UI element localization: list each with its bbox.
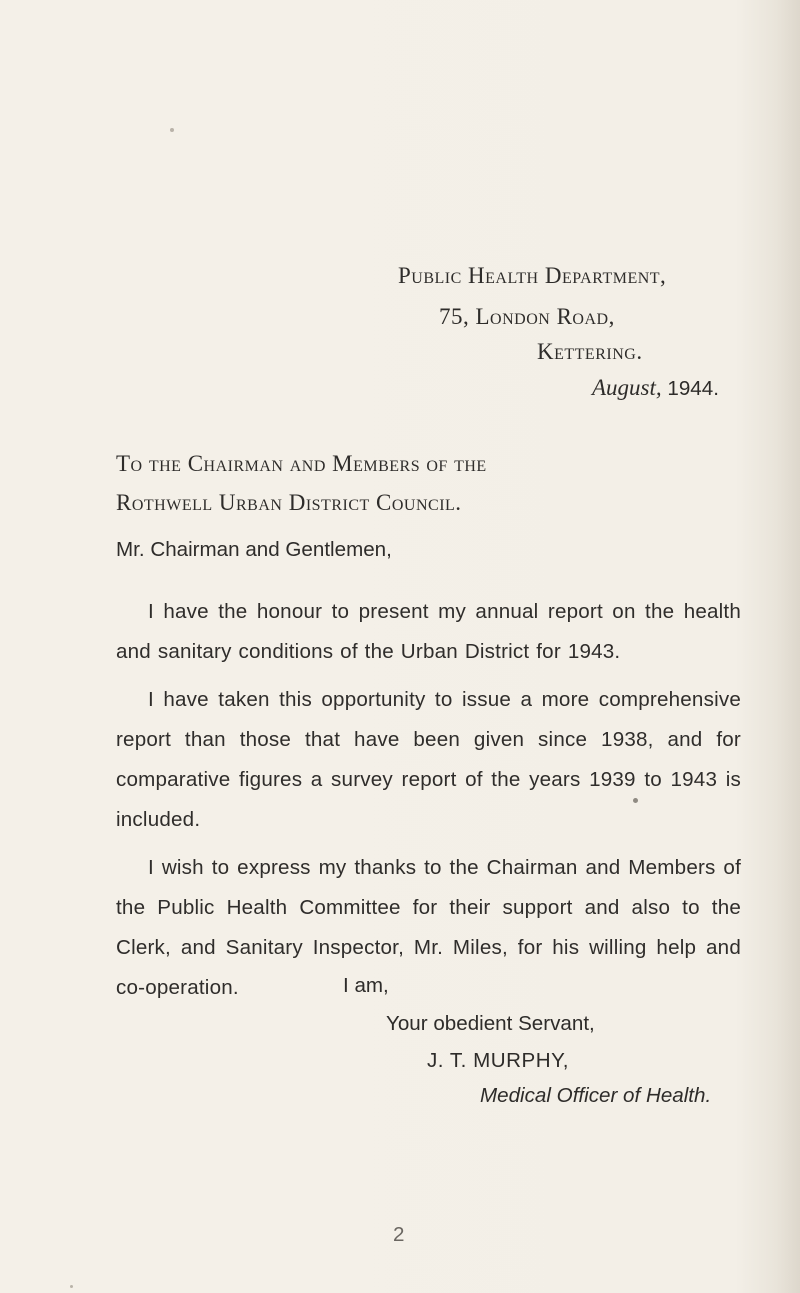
- paper-fleck: [633, 798, 638, 803]
- paragraph-2: I have taken this opportunity to issue a more comprehensive report than those that have been given since 1938, and for comparative figures a survey report of the years 1939 to 1943 is included.: [116, 688, 741, 831]
- paper-fleck: [170, 128, 174, 132]
- paragraph-3: I wish to express my thanks to the Chairman and Members of the Public Health Committee for their support and also to the Clerk, and Sanitary Inspector, Mr. Miles, for his willing help and co-operation.: [116, 856, 741, 999]
- department-name: Public Health Department,: [398, 263, 667, 288]
- closing-i-am: I am,: [343, 974, 389, 997]
- paragraph-1: I have the honour to present my annual report on the health and sanitary conditions of the Urban District for 1943.: [116, 600, 741, 663]
- page-number: 2: [393, 1223, 405, 1246]
- date-year: 1944.: [667, 377, 719, 400]
- closing-servant: Your obedient Servant,: [386, 1012, 595, 1035]
- salutation: Mr. Chairman and Gentlemen,: [116, 538, 392, 561]
- paper-fleck: [70, 1285, 73, 1288]
- addressee-line-2: Rothwell Urban District Council.: [116, 490, 462, 515]
- signature-name: J. T. MURPHY,: [427, 1049, 569, 1072]
- signature-title: Medical Officer of Health.: [480, 1084, 712, 1107]
- street-address: 75, London Road,: [439, 304, 615, 329]
- letter-body: [116, 592, 741, 1008]
- date-month: August,: [592, 375, 662, 400]
- addressee-line-1: To the Chairman and Members of the: [116, 451, 487, 476]
- town-name: Kettering.: [537, 339, 643, 364]
- letter-date: [592, 376, 719, 400]
